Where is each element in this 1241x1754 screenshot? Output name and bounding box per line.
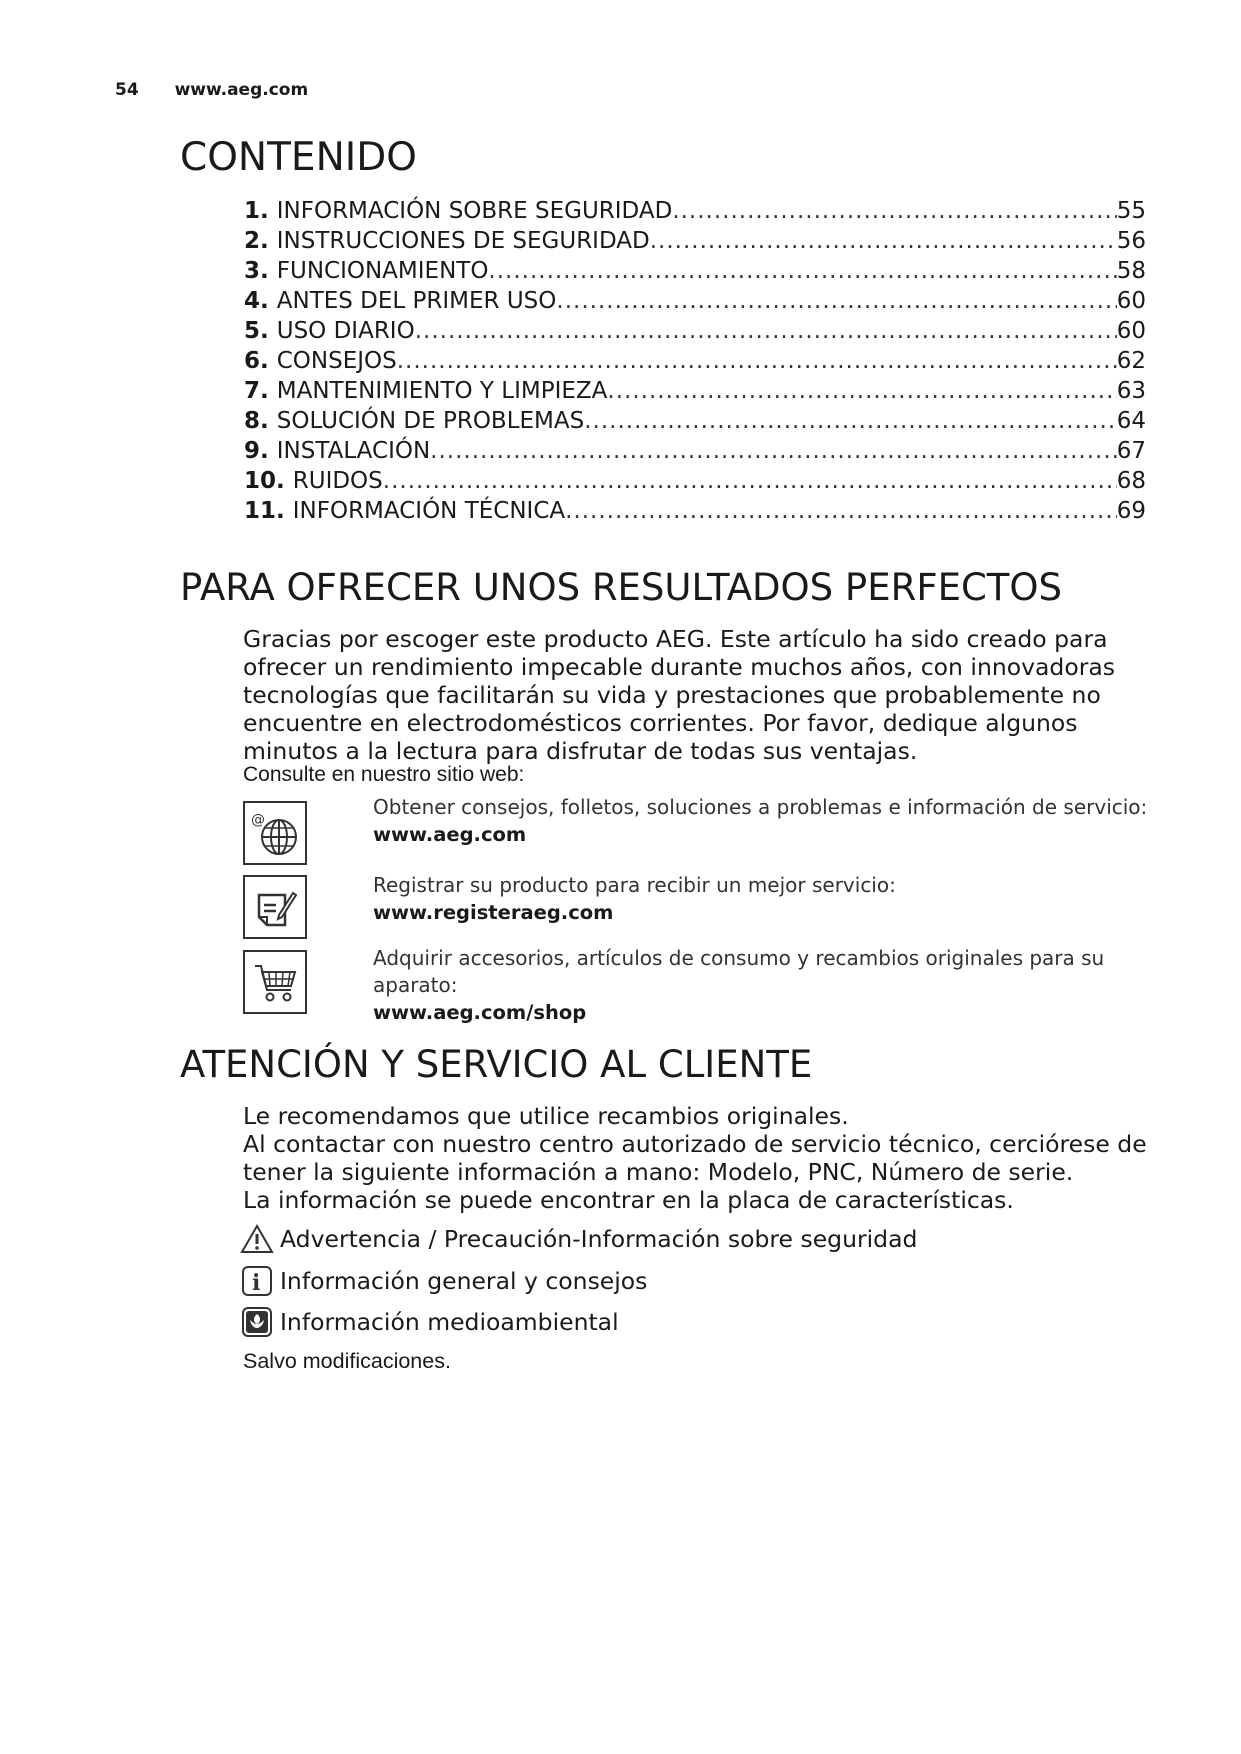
toc-leader-dots — [565, 498, 1117, 524]
toc-page-number: 62 — [1116, 348, 1146, 374]
header-website[interactable]: www.aeg.com — [174, 80, 309, 100]
toc-leader-dots — [672, 198, 1116, 224]
toc-title: INSTALACIÓN — [276, 438, 431, 464]
toc-entry[interactable] — [244, 288, 1146, 318]
toc-entry[interactable] — [244, 198, 1146, 228]
toc-title: CONSEJOS — [276, 348, 397, 374]
care-line-2: Al contactar con nuestro centro autorizado de servicio técnico, cerciórese de tener la siguiente información a mano: Modelo, PNC, Número de serie. — [243, 1130, 1147, 1186]
toc-page-number: 64 — [1116, 408, 1146, 434]
toc-number: 2. — [244, 228, 269, 254]
toc-page-number: 67 — [1116, 438, 1146, 464]
intro-paragraph: Gracias por escoger este producto AEG. Este artículo ha sido creado para ofrecer un rendimiento impecable durante muchos años, con innovadoras tecnologías que facilitarán su vida y prestaciones que probablemente no encuentre en electrodomésticos corrientes. Por favor, dedique algunos minutos a la lectura para disfrutar de todas sus ventajas. — [243, 625, 1116, 765]
toc-page-number: 56 — [1116, 228, 1146, 254]
toc-number: 9. — [244, 438, 269, 464]
toc-title: INFORMACIÓN TÉCNICA — [292, 498, 566, 524]
care-line-3: La información se puede encontrar en la placa de características. — [243, 1186, 1014, 1214]
toc-leader-dots — [488, 258, 1116, 284]
toc-entry[interactable] — [244, 468, 1146, 498]
customer-care-paragraph — [243, 1102, 1163, 1214]
table-of-contents — [244, 198, 1146, 528]
shop-url[interactable]: www.aeg.com/shop — [373, 1001, 587, 1024]
toc-page-number: 69 — [1116, 498, 1146, 524]
register-block — [373, 872, 1153, 926]
toc-number: 1. — [244, 198, 269, 224]
toc-entry[interactable] — [244, 378, 1146, 408]
subject-to-change-note: Salvo modificaciones. — [243, 1349, 451, 1373]
globe-icon — [243, 801, 307, 865]
toc-number: 11. — [244, 498, 285, 524]
web-info-url[interactable]: www.aeg.com — [373, 823, 527, 846]
contents-title: CONTENIDO — [180, 135, 417, 180]
toc-page-number: 68 — [1116, 468, 1146, 494]
warning-triangle-icon — [240, 1222, 274, 1256]
legend-info — [240, 1264, 647, 1298]
register-url[interactable]: www.registeraeg.com — [373, 901, 614, 924]
legend-warning-text: Advertencia / Precaución-Información sobre seguridad — [280, 1225, 918, 1253]
toc-title: MANTENIMIENTO Y LIMPIEZA — [276, 378, 608, 404]
toc-leader-dots — [430, 438, 1117, 464]
perfect-results-title: PARA OFRECER UNOS RESULTADOS PERFECTOS — [180, 566, 1063, 609]
toc-number: 6. — [244, 348, 269, 374]
toc-number: 5. — [244, 318, 269, 344]
toc-number: 4. — [244, 288, 269, 314]
legend-environment-text: Información medioambiental — [280, 1308, 619, 1336]
toc-entry[interactable] — [244, 318, 1146, 348]
toc-number: 7. — [244, 378, 269, 404]
toc-title: SOLUCIÓN DE PROBLEMAS — [276, 408, 585, 434]
toc-entry[interactable] — [244, 408, 1146, 438]
toc-page-number: 55 — [1116, 198, 1146, 224]
toc-leader-dots — [584, 408, 1116, 434]
toc-page-number: 58 — [1116, 258, 1146, 284]
web-info-text: Obtener consejos, folletos, soluciones a problemas e información de servicio: — [373, 795, 1148, 819]
toc-entry[interactable] — [244, 438, 1146, 468]
toc-title: RUIDOS — [292, 468, 383, 494]
toc-number: 3. — [244, 258, 269, 284]
toc-page-number: 60 — [1116, 318, 1146, 344]
toc-leader-dots — [415, 318, 1117, 344]
toc-entry[interactable] — [244, 228, 1146, 258]
register-note-icon — [243, 875, 307, 939]
toc-page-number: 60 — [1116, 288, 1146, 314]
svg-text:i: i — [252, 1270, 261, 1296]
toc-entry[interactable] — [244, 498, 1146, 528]
web-info-block — [373, 794, 1153, 848]
care-line-1: Le recomendamos que utilice recambios originales. — [243, 1102, 849, 1130]
toc-leader-dots — [556, 288, 1116, 314]
page-header — [115, 80, 308, 100]
toc-number: 10. — [244, 468, 285, 494]
svg-text:@: @ — [251, 812, 265, 828]
environment-icon — [240, 1305, 274, 1339]
legend-environment — [240, 1305, 619, 1339]
shopping-cart-icon — [243, 950, 307, 1014]
legend-info-text: Información general y consejos — [280, 1267, 648, 1295]
info-icon — [240, 1264, 274, 1298]
toc-title: INSTRUCCIONES DE SEGURIDAD — [276, 228, 650, 254]
page-number: 54 — [115, 80, 139, 100]
toc-entry[interactable] — [244, 258, 1146, 288]
toc-title: ANTES DEL PRIMER USO — [276, 288, 557, 314]
toc-leader-dots — [397, 348, 1117, 374]
register-text: Registrar su producto para recibir un mejor servicio: — [373, 873, 896, 897]
toc-leader-dots — [650, 228, 1117, 254]
toc-entry[interactable] — [244, 348, 1146, 378]
consult-website-label: Consulte en nuestro sitio web: — [243, 763, 525, 786]
shop-block — [373, 945, 1153, 1026]
toc-title: FUNCIONAMIENTO — [276, 258, 489, 284]
customer-care-title: ATENCIÓN Y SERVICIO AL CLIENTE — [180, 1043, 813, 1086]
toc-leader-dots — [607, 378, 1116, 404]
toc-page-number: 63 — [1116, 378, 1146, 404]
toc-title: USO DIARIO — [276, 318, 415, 344]
shop-text: Adquirir accesorios, artículos de consumo y recambios originales para su aparato: — [373, 946, 1105, 997]
toc-number: 8. — [244, 408, 269, 434]
toc-title: INFORMACIÓN SOBRE SEGURIDAD — [276, 198, 673, 224]
legend-warning — [240, 1222, 917, 1256]
toc-leader-dots — [383, 468, 1117, 494]
